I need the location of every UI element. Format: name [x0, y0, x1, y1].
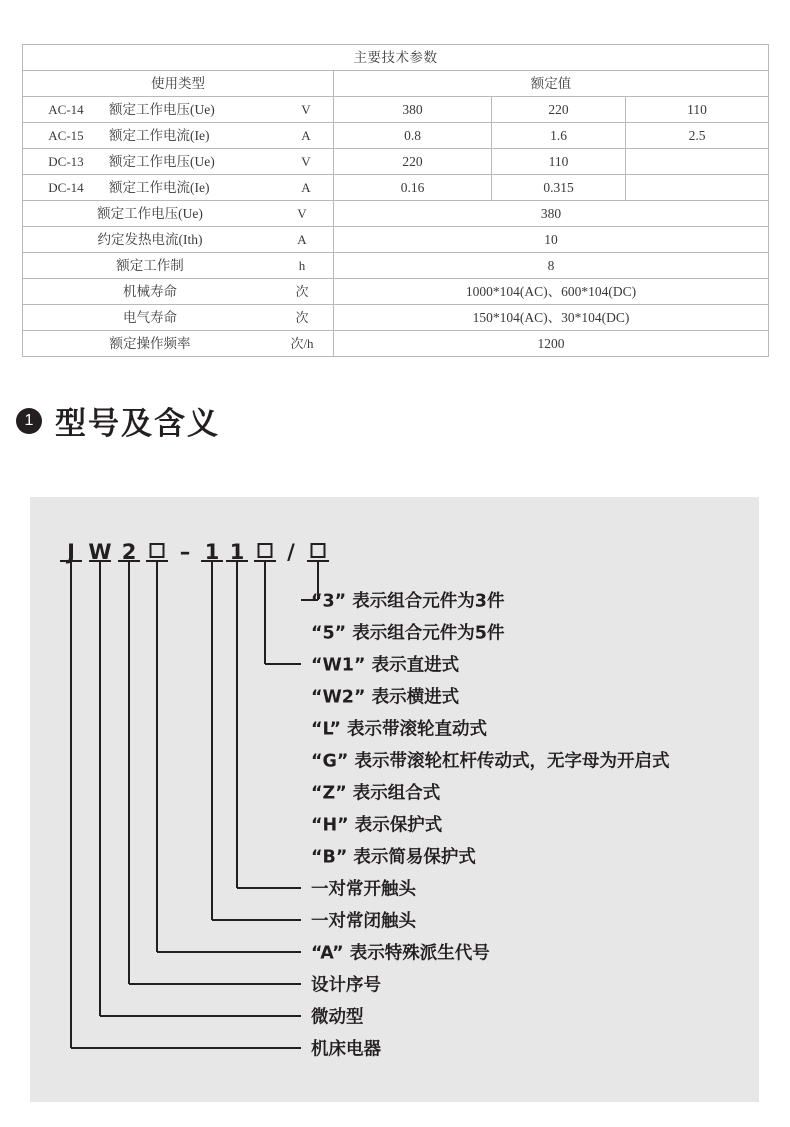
- util-value-2: 0.315: [492, 175, 626, 201]
- table-row: [23, 305, 769, 331]
- general-desc: 机械寿命: [123, 284, 177, 299]
- header-right-label: 额定值: [334, 71, 769, 97]
- model-designation-panel: [30, 497, 759, 1102]
- general-unit: 次: [295, 310, 309, 325]
- annotation-label: 微动型: [311, 1007, 364, 1028]
- general-desc: 额定工作电压(Ue): [97, 206, 203, 221]
- annotation-label: 一对常闭触头: [311, 911, 416, 932]
- general-unit: 次/h: [290, 336, 314, 351]
- util-type-cell: [23, 175, 334, 201]
- util-value-2: 1.6: [492, 123, 626, 149]
- general-unit: h: [298, 258, 306, 273]
- general-label-cell: [23, 253, 334, 279]
- model-code-placeholder-box: [258, 543, 273, 558]
- util-unit: V: [301, 154, 311, 169]
- annotation-label: “G” 表示带滚轮杠杆传动式，无字母为开启式: [311, 751, 670, 772]
- annotation-label: “W1” 表示直进式: [311, 655, 460, 676]
- util-value-2: 110: [492, 149, 626, 175]
- annotation-label: “W2” 表示横进式: [311, 687, 460, 708]
- general-label-cell: [23, 201, 334, 227]
- general-value: 10: [334, 227, 769, 253]
- util-value-2: 220: [492, 97, 626, 123]
- util-value-3: [626, 175, 769, 201]
- annotation-label: “L” 表示带滚轮直动式: [311, 719, 488, 740]
- header-left-label: 使用类型: [23, 71, 334, 97]
- table-row-header: [23, 71, 769, 97]
- table-row: [23, 123, 769, 149]
- util-value-3: 110: [626, 97, 769, 123]
- util-desc: 额定工作电压(Ue): [109, 154, 215, 169]
- table-row: [23, 149, 769, 175]
- util-type-cell: [23, 123, 334, 149]
- general-unit: 次: [295, 284, 309, 299]
- table-row: [23, 175, 769, 201]
- general-label-cell: [23, 279, 334, 305]
- general-desc: 额定操作频率: [109, 336, 191, 351]
- util-type-cell: [23, 97, 334, 123]
- model-code-char: 1: [204, 540, 220, 564]
- spec-table-body: [23, 45, 769, 357]
- table-row: [23, 97, 769, 123]
- util-code: AC-15: [48, 128, 84, 143]
- util-value-1: 380: [334, 97, 492, 123]
- util-value-3: 2.5: [626, 123, 769, 149]
- util-desc: 额定工作电压(Ue): [109, 102, 215, 117]
- model-code-char: J: [67, 540, 75, 564]
- model-code-char: W: [88, 540, 112, 564]
- section-heading: [16, 398, 220, 443]
- util-unit: V: [301, 102, 311, 117]
- annotation-label: 一对常开触头: [311, 879, 416, 900]
- annotation-label: 机床电器: [311, 1039, 381, 1060]
- section-number-badge: 1: [16, 408, 42, 434]
- general-label-cell: [23, 227, 334, 253]
- annotation-label: “B” 表示简易保护式: [311, 847, 476, 868]
- table-row: [23, 227, 769, 253]
- model-code-char: 2: [121, 540, 137, 564]
- annotation-label: “A” 表示特殊派生代号: [311, 943, 490, 964]
- general-unit: A: [297, 232, 307, 247]
- table-row: [23, 201, 769, 227]
- general-label-cell: [23, 331, 334, 357]
- util-value-3: [626, 149, 769, 175]
- spec-table-title: 主要技术参数: [23, 45, 769, 71]
- model-code-placeholder-box: [150, 543, 165, 558]
- model-code-placeholder-box: [311, 543, 326, 558]
- table-row: [23, 279, 769, 305]
- util-code: DC-13: [48, 154, 84, 169]
- table-row: [23, 253, 769, 279]
- util-desc: 额定工作电流(Ie): [109, 128, 210, 143]
- model-code-char: –: [179, 540, 191, 564]
- general-unit: V: [297, 206, 307, 221]
- general-desc: 额定工作制: [116, 258, 184, 273]
- util-code: AC-14: [48, 102, 84, 117]
- general-value: 380: [334, 201, 769, 227]
- general-value: 150*104(AC)、30*104(DC): [334, 305, 769, 331]
- annotation-label: “5” 表示组合元件为5件: [311, 623, 505, 644]
- util-value-1: 220: [334, 149, 492, 175]
- util-value-1: 0.16: [334, 175, 492, 201]
- util-unit: A: [301, 180, 311, 195]
- general-label-cell: [23, 305, 334, 331]
- general-value: 8: [334, 253, 769, 279]
- spec-table: [22, 44, 769, 357]
- annotation-label: “3” 表示组合元件为3件: [311, 591, 505, 612]
- table-row: [23, 331, 769, 357]
- general-value: 1200: [334, 331, 769, 357]
- table-row-title: [23, 45, 769, 71]
- util-unit: A: [301, 128, 311, 143]
- model-code-char: 1: [229, 540, 245, 564]
- util-value-1: 0.8: [334, 123, 492, 149]
- general-value: 1000*104(AC)、600*104(DC): [334, 279, 769, 305]
- annotation-label: “H” 表示保护式: [311, 815, 443, 836]
- spec-table-container: [22, 44, 768, 357]
- util-desc: 额定工作电流(Ie): [109, 180, 210, 195]
- page-title: 型号及含义: [55, 406, 220, 442]
- general-desc: 约定发热电流(Ith): [97, 232, 203, 247]
- annotation-label: 设计序号: [311, 975, 381, 996]
- model-code-char: /: [287, 540, 295, 564]
- annotation-label: “Z” 表示组合式: [311, 783, 441, 804]
- general-desc: 电气寿命: [123, 310, 177, 325]
- util-code: DC-14: [48, 180, 84, 195]
- util-type-cell: [23, 149, 334, 175]
